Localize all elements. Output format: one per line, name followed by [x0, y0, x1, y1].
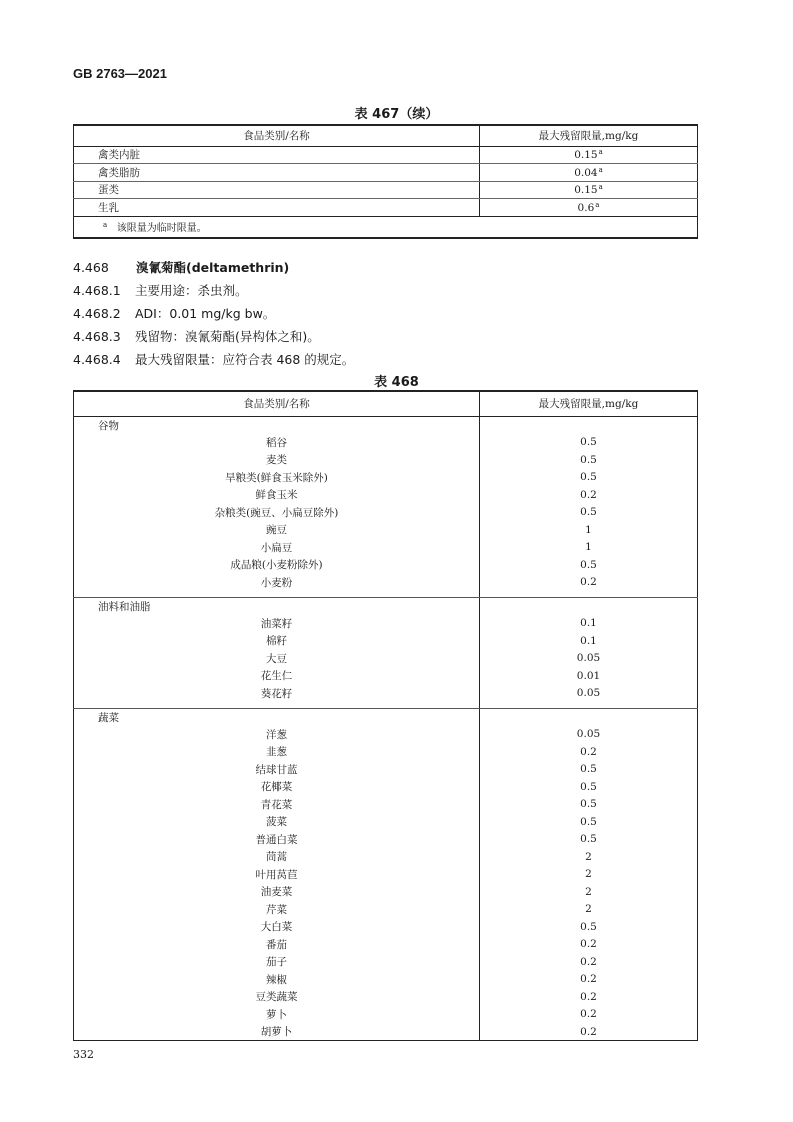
food-name: 菠菜 [266, 816, 287, 829]
table-row [74, 743, 698, 761]
group-row [74, 416, 698, 434]
food-name: 旱粮类(鲜食玉米除外) [225, 471, 328, 484]
food-name: 番茄 [266, 938, 287, 951]
mrl-value: 0.5 [480, 813, 698, 831]
food-name: 普通白菜 [255, 833, 298, 846]
table-header-row [74, 125, 698, 146]
group-row [74, 597, 698, 615]
food-name: 豌豆 [266, 524, 287, 537]
section-item [73, 327, 320, 345]
column-header-mrl: 最大残留限量,mg/kg [480, 391, 698, 416]
group-name: 油料和油脂 [98, 600, 151, 613]
section-title: 溴氰菊酯(deltamethrin) [136, 260, 290, 275]
mrl-value: 0.5 [480, 469, 698, 487]
mrl-value: 0.6$^a$ [480, 199, 698, 217]
food-name: 韭葱 [266, 746, 287, 759]
table-row [74, 164, 698, 182]
group-name: 谷物 [98, 419, 119, 432]
table-row [74, 778, 698, 796]
table-row [74, 667, 698, 685]
footnote-mark: a [595, 200, 600, 209]
food-name: 萝卜 [266, 1008, 287, 1021]
food-name: 叶用莴苣 [255, 868, 298, 881]
mrl-value: 1 [480, 521, 698, 539]
table-row [74, 556, 698, 574]
food-name: 辣椒 [266, 973, 287, 986]
food-name: 茼蒿 [266, 851, 287, 864]
table-468-caption: 表 468 [374, 375, 419, 390]
table-row [74, 918, 698, 936]
section-item [73, 304, 275, 322]
mrl-value: 0.5 [480, 778, 698, 796]
table-row [74, 434, 698, 452]
food-name: 麦类 [266, 454, 287, 467]
table-467-caption: 表 467（续） [354, 107, 439, 122]
item-text: 最大残留限量：应符合表 468 的规定。 [135, 352, 355, 367]
table-row [74, 521, 698, 539]
table-row [74, 936, 698, 954]
table-footnote: $^a$ 该限量为临时限量。 [74, 216, 698, 238]
table-row [74, 486, 698, 504]
column-header-mrl: 最大残留限量,mg/kg [480, 125, 698, 146]
table-row [74, 988, 698, 1006]
mrl-value: 0.15$^a$ [480, 146, 698, 164]
food-name: 葵花籽 [260, 687, 293, 700]
food-name: 稻谷 [266, 436, 287, 449]
food-name: 青花菜 [260, 798, 293, 811]
mrl-value: 2 [480, 866, 698, 884]
item-number: 4.468.2 [73, 306, 121, 321]
mrl-value: 0.04$^a$ [480, 164, 698, 182]
mrl-value: 0.5 [480, 504, 698, 522]
table-row [74, 574, 698, 592]
mrl-value: 0.2 [480, 936, 698, 954]
table-row [74, 831, 698, 849]
table-row [74, 971, 698, 989]
mrl-value: 0.5 [480, 831, 698, 849]
mrl-value: 0.5 [480, 556, 698, 574]
mrl-value: 0.1 [480, 615, 698, 633]
item-number: 4.468.4 [73, 352, 121, 367]
group-value-cell [480, 416, 698, 434]
food-name: 结球甘蓝 [255, 763, 298, 776]
mrl-value: 0.2 [480, 486, 698, 504]
table-row [74, 539, 698, 557]
table-row [74, 1023, 698, 1041]
food-name: 大豆 [266, 652, 287, 665]
section-item [73, 281, 248, 299]
column-header-food: 食品类别/名称 [74, 391, 480, 416]
food-name: 胡萝卜 [260, 1026, 293, 1038]
item-number: 4.468.1 [73, 283, 121, 298]
mrl-value: 0.2 [480, 574, 698, 592]
mrl-value: 0.5 [480, 918, 698, 936]
food-name: 禽类脂肪 [74, 164, 480, 182]
table-468 [73, 390, 698, 1041]
table-row [74, 866, 698, 884]
food-name: 棉籽 [266, 635, 287, 648]
section-number: 4.468 [73, 260, 109, 275]
food-name: 花生仁 [260, 670, 293, 683]
item-text: ADI：0.01 mg/kg bw。 [135, 306, 276, 321]
footnote-mark: a [598, 183, 603, 192]
table-467 [73, 124, 698, 239]
mrl-value: 0.1 [480, 632, 698, 650]
food-name: 油麦菜 [260, 886, 293, 899]
table-row [74, 685, 698, 703]
food-name: 茄子 [266, 956, 287, 969]
mrl-value: 0.2 [480, 988, 698, 1006]
standard-code: GB 2763—2021 [73, 66, 167, 81]
group-row [74, 708, 698, 726]
table-row [74, 469, 698, 487]
table-row [74, 199, 698, 217]
table-header-row [74, 391, 698, 416]
food-name: 杂粮类(豌豆、小扁豆除外) [214, 506, 339, 519]
food-name: 芹菜 [266, 903, 287, 916]
table-row [74, 650, 698, 668]
table-row [74, 813, 698, 831]
food-name: 生乳 [74, 199, 480, 217]
food-name: 成品粮(小麦粉除外) [230, 559, 323, 572]
food-name: 油菜籽 [260, 617, 293, 630]
table-row [74, 726, 698, 744]
table-row [74, 883, 698, 901]
footnote-mark: a [598, 165, 603, 174]
mrl-value: 0.5 [480, 434, 698, 452]
mrl-value: 0.15$^a$ [480, 181, 698, 199]
table-row [74, 761, 698, 779]
group-value-cell [480, 708, 698, 726]
column-header-food: 食品类别/名称 [74, 125, 480, 146]
section-item [73, 350, 354, 368]
food-name: 蛋类 [74, 181, 480, 199]
footnote-mark: a [598, 148, 603, 157]
table-row [74, 146, 698, 164]
table-row [74, 504, 698, 522]
mrl-value: 0.2 [480, 1006, 698, 1024]
group-value-cell [480, 597, 698, 615]
table-footnote-row [74, 216, 698, 238]
item-text: 残留物：溴氰菊酯(异构体之和)。 [135, 329, 320, 344]
mrl-value: 0.5 [480, 796, 698, 814]
mrl-value: 0.05 [480, 726, 698, 744]
food-name: 鲜食玉米 [255, 489, 298, 502]
table-row [74, 615, 698, 633]
food-name: 豆类蔬菜 [255, 991, 298, 1004]
table-row [74, 796, 698, 814]
mrl-value: 0.5 [480, 761, 698, 779]
mrl-value: 2 [480, 848, 698, 866]
table-row [74, 1006, 698, 1024]
mrl-value: 2 [480, 901, 698, 919]
food-name: 大白菜 [260, 921, 293, 934]
food-name: 洋葱 [266, 728, 287, 741]
mrl-value: 0.2 [480, 743, 698, 761]
table-row [74, 632, 698, 650]
footnote-mark: a [103, 221, 108, 230]
table-row [74, 451, 698, 469]
table-row [74, 953, 698, 971]
mrl-value: 0.05 [480, 650, 698, 668]
food-name: 禽类内脏 [74, 146, 480, 164]
page-number: 332 [73, 1048, 94, 1061]
food-name: 小麦粉 [260, 576, 293, 589]
item-number: 4.468.3 [73, 329, 121, 344]
mrl-value: 0.5 [480, 451, 698, 469]
table-row [74, 848, 698, 866]
mrl-value: 1 [480, 539, 698, 557]
mrl-value: 0.2 [480, 1023, 698, 1041]
mrl-value: 0.05 [480, 685, 698, 703]
mrl-value: 2 [480, 883, 698, 901]
food-name: 花椰菜 [260, 781, 293, 794]
mrl-value: 0.01 [480, 667, 698, 685]
section-heading [73, 258, 289, 276]
mrl-value: 0.2 [480, 953, 698, 971]
food-name: 小扁豆 [260, 541, 293, 554]
table-row [74, 181, 698, 199]
table-row [74, 901, 698, 919]
group-name: 蔬菜 [98, 711, 119, 724]
mrl-value: 0.2 [480, 971, 698, 989]
item-text: 主要用途：杀虫剂。 [135, 283, 248, 298]
